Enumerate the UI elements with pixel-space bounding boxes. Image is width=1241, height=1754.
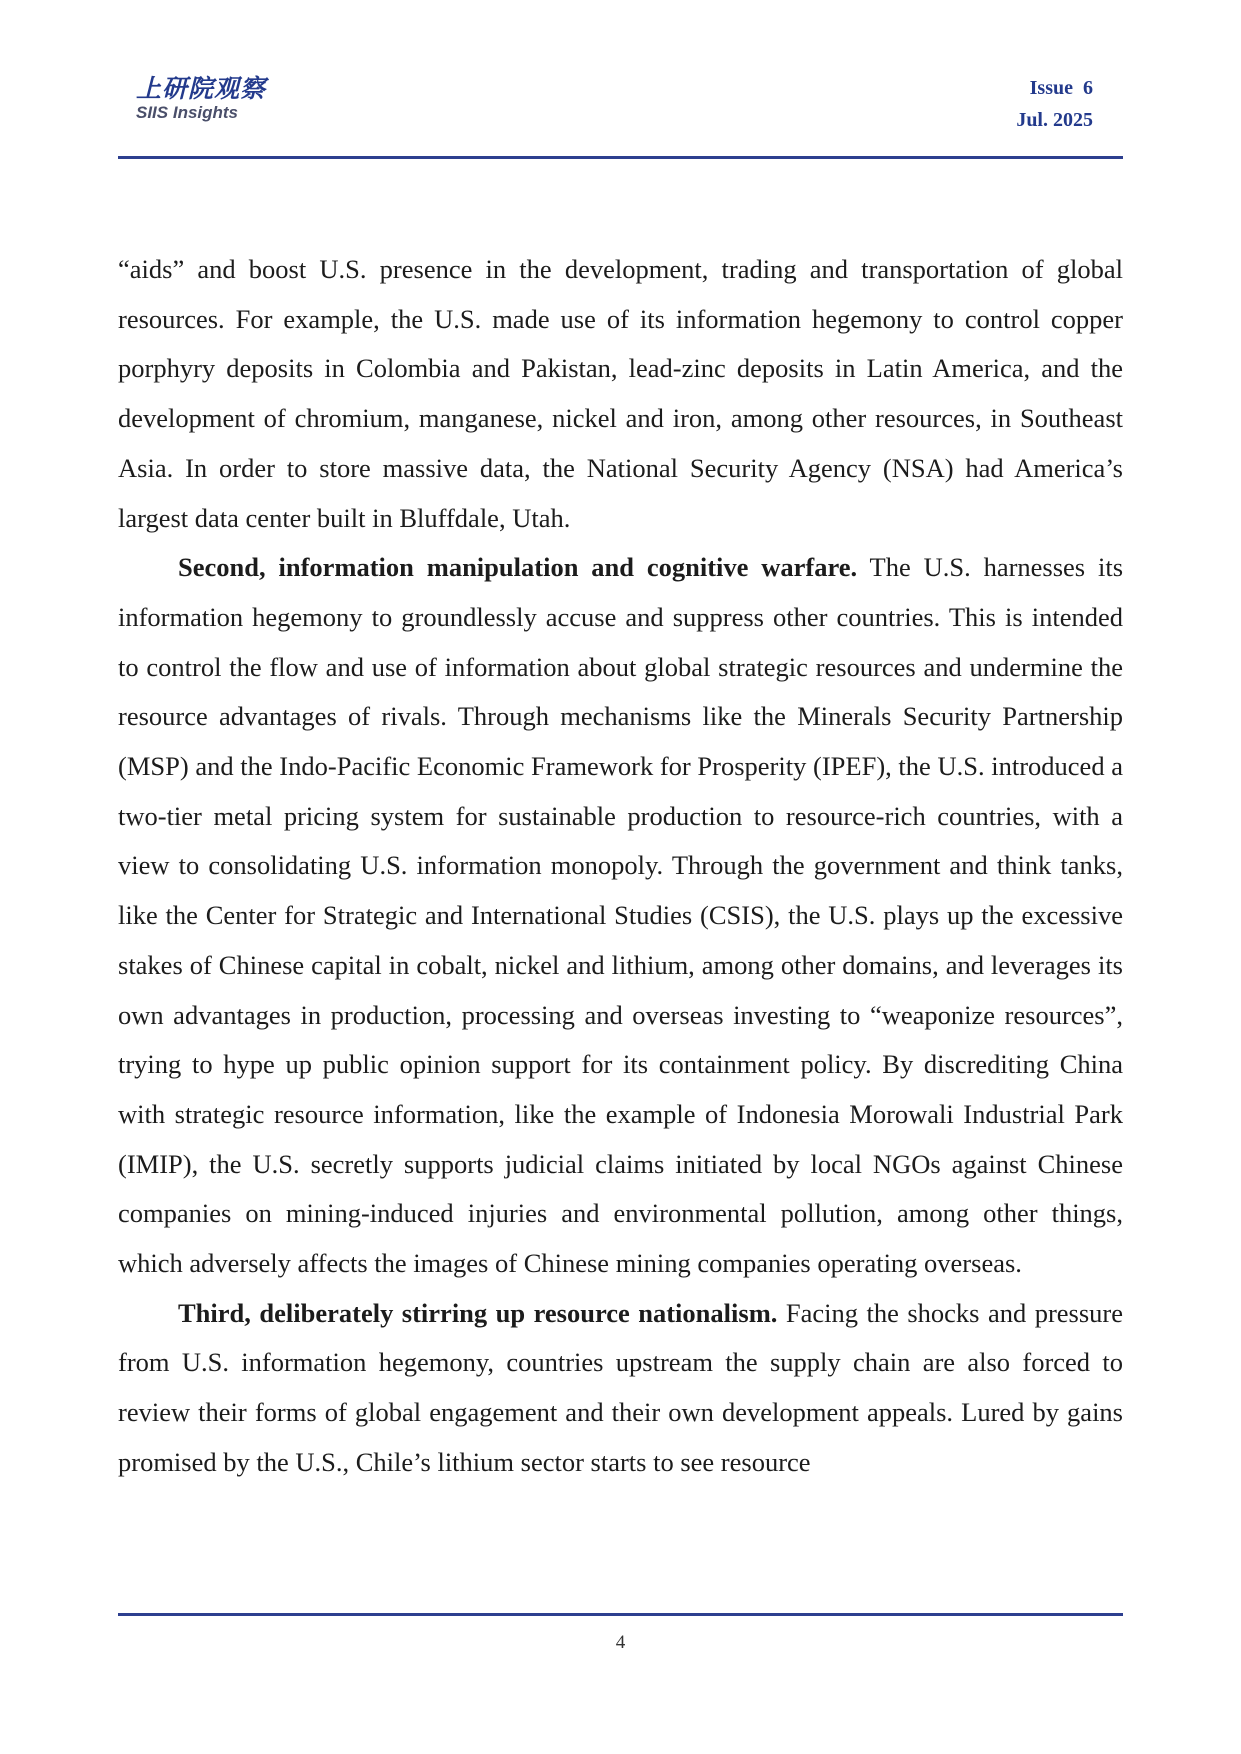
issue-date: Jul. 2025	[1016, 109, 1093, 131]
paragraph-text: The U.S. harnesses its information hegemony to groundlessly accuse and suppress other countries. This is intended to control the flow and use of information about global strategic resources and undermine the resource advantages of rivals. Through mechanisms like the Minerals Security Partnership (MSP) and the Indo-Pacific Economic Framework for Prosperity (IPEF), the U.S. introduced a two-tier metal pricing system for sustainable production to resource-rich countries, with a view to consolidating U.S. information monopoly. Through the government and think tanks, like the Center for Strategic and International Studies (CSIS), the U.S. plays up the excessive stakes of Chinese capital in cobalt, nickel and lithium, among other domains, and leverages its own advantages in production, processing and overseas investing to “weaponize resources”, trying to hype up public opinion support for its containment policy. By discrediting China with strategic resource information, like the example of Indonesia Morowali Industrial Park (IMIP), the U.S. secretly supports judicial claims initiated by local NGOs against Chinese companies on mining-induced injuries and environmental pollution, among other things, which adversely affects the images of Chinese mining companies operating overseas.	[118, 552, 1124, 1279]
issue-number: Issue 6	[1029, 77, 1093, 99]
paragraph-continuation	[118, 245, 1123, 543]
paragraph-third-point	[118, 1289, 1123, 1488]
publication-logo	[136, 74, 316, 122]
page-number: 4	[615, 1632, 626, 1653]
paragraph-lead: Second, information manipulation and cognitive warfare.	[178, 552, 858, 583]
logo-chinese-title: 上研院观察	[136, 74, 267, 103]
footer-divider	[118, 1613, 1123, 1616]
logo-english-title: SIIS Insights	[136, 103, 239, 122]
paragraph-lead: Third, deliberately stirring up resource nationalism.	[178, 1297, 778, 1328]
paragraph-second-point	[118, 543, 1123, 1289]
paragraph-text: Facing the shocks and pressure from U.S. information hegemony, countries upstream the supply chain are also forced to review their forms of global engagement and their own development appeals. Lured by gains promised by the U.S., Chile’s lithium sector starts to see resource	[118, 1297, 1123, 1477]
paragraph-text: “aids” and boost U.S. presence in the development, trading and transportation of global resources. For example, the U.S. made use of its information hegemony to control copper porphyry deposits in Colombia and Pakistan, lead-zinc deposits in Latin America, and the development of chromium, manganese, nickel and iron, among other resources, in Southeast Asia. In order to store massive data, the National Security Agency (NSA) had America’s largest data center built in Bluffdale, Utah.	[118, 254, 1123, 533]
header-divider	[118, 156, 1123, 159]
issue-info	[933, 72, 1093, 136]
article-body	[118, 245, 1123, 1488]
